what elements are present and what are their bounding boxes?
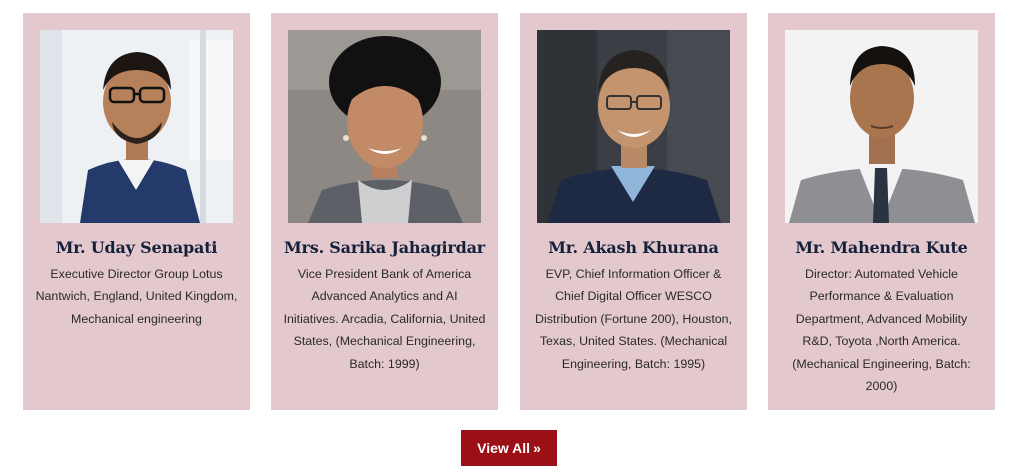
profile-name: Mrs. Sarika Jahagirdar	[284, 238, 485, 257]
profile-card	[23, 13, 250, 410]
profile-description: Executive Director Group Lotus Nantwich, England, United Kingdom, Mechanical engineering	[35, 267, 238, 326]
double-chevron-right-icon: »	[533, 440, 541, 456]
profile-description: Director: Automated Vehicle Performance & Evaluation Department, Advanced Mobility R&D, Toyota ,North America. (Mechanical Engineering, Batch: 2000)	[792, 267, 971, 394]
profile-card	[520, 13, 747, 410]
view-all-button[interactable]	[461, 430, 557, 466]
profile-cards	[23, 13, 997, 410]
profile-description: Vice President Bank of America Advanced Analytics and AI Initiatives. Arcadia, California, United States, (Mechanical Engineering, Batch: 1999)	[283, 267, 486, 371]
profile-name: Mr. Akash Khurana	[548, 238, 719, 257]
profile-description: EVP, Chief Information Officer & Chief Digital Officer WESCO Distribution (Fortune 200), Houston, Texas, United States. (Mechanical Engineering, Batch: 1995)	[535, 267, 732, 371]
profile-photo	[537, 30, 730, 223]
view-all-label: View All	[477, 440, 531, 456]
profile-name: Mr. Uday Senapati	[55, 238, 218, 257]
profile-photo	[785, 30, 978, 223]
profile-photo	[288, 30, 481, 223]
profile-photo	[40, 30, 233, 223]
profile-name: Mr. Mahendra Kute	[795, 238, 968, 257]
profile-card	[768, 13, 995, 410]
profile-card	[271, 13, 498, 410]
